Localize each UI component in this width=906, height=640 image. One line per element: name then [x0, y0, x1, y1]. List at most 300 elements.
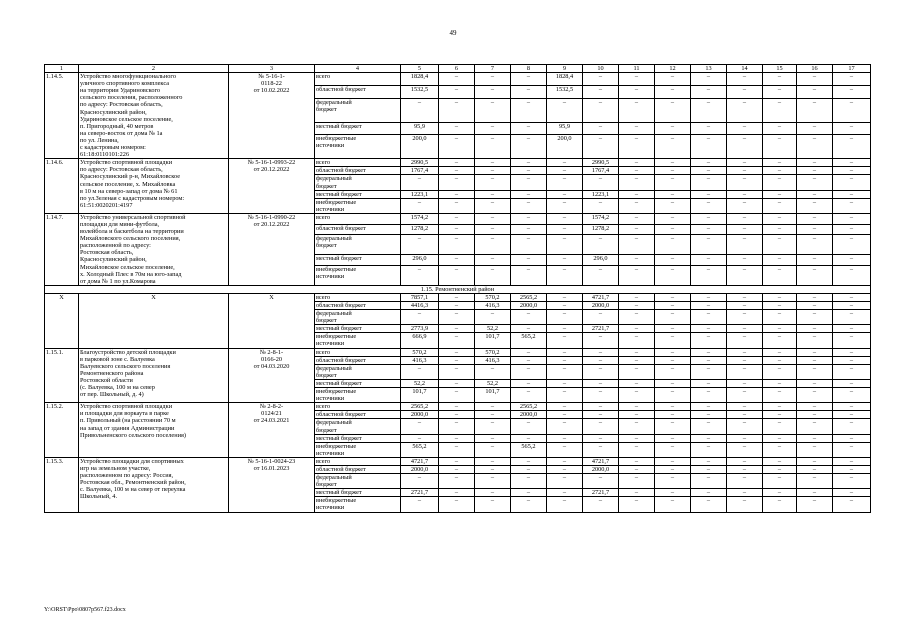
funding-value: 2000,0 [583, 465, 619, 473]
funding-value: – [619, 474, 655, 489]
funding-value: – [797, 411, 833, 419]
funding-value: – [583, 198, 619, 213]
funding-value: – [833, 465, 871, 473]
funding-value: – [797, 198, 833, 213]
item-number: 1.14.5. [45, 73, 79, 159]
funding-value: – [691, 325, 727, 333]
funding-value: – [763, 411, 797, 419]
funding-value: – [833, 356, 871, 364]
funding-source: федеральный бюджет [315, 235, 401, 255]
funding-source: внебюджетные источники [315, 135, 401, 159]
funding-source: областной бюджет [315, 465, 401, 473]
funding-value: – [833, 122, 871, 135]
funding-value: 1574,2 [401, 213, 439, 224]
funding-value: – [547, 442, 583, 457]
funding-value: – [547, 364, 583, 379]
funding-value: – [833, 325, 871, 333]
column-header: 1 [45, 65, 79, 73]
funding-value: – [619, 255, 655, 266]
funding-value: 1278,2 [583, 224, 619, 235]
funding-value: – [619, 122, 655, 135]
funding-value: – [583, 265, 619, 285]
funding-value: – [583, 85, 619, 98]
item-description: Благоустройство детской площадки в парковой зоне с. Валуевка Валуевского сельского поселения Ремонтненского района Ростовской области (с. Валуевка, 100 м на север от пер. Школьный, д. 4) [79, 348, 229, 403]
funding-value: 1223,1 [583, 190, 619, 198]
funding-value: – [727, 98, 763, 122]
funding-value: – [619, 457, 655, 465]
funding-value: – [763, 190, 797, 198]
funding-value: – [475, 167, 511, 175]
funding-source: всего [315, 403, 401, 411]
funding-value: – [619, 98, 655, 122]
funding-value: – [439, 333, 475, 348]
funding-value: 101,7 [475, 388, 511, 403]
funding-value: – [691, 190, 727, 198]
funding-value: – [833, 474, 871, 489]
funding-value: – [763, 356, 797, 364]
funding-value: 565,2 [511, 333, 547, 348]
funding-value: – [691, 224, 727, 235]
funding-value: – [655, 434, 691, 442]
funding-value: – [475, 403, 511, 411]
funding-value: – [763, 265, 797, 285]
funding-value: – [439, 198, 475, 213]
funding-value: – [511, 497, 547, 512]
funding-value: – [691, 348, 727, 356]
funding-value: – [619, 265, 655, 285]
funding-value: 2721,7 [583, 325, 619, 333]
funding-value: – [655, 224, 691, 235]
funding-value: – [547, 325, 583, 333]
funding-value: 416,3 [401, 356, 439, 364]
funding-value: – [619, 364, 655, 379]
funding-value: – [797, 348, 833, 356]
funding-value: – [583, 388, 619, 403]
funding-value: 2000,0 [583, 302, 619, 310]
funding-value: – [511, 213, 547, 224]
funding-value: – [833, 190, 871, 198]
funding-value: – [797, 388, 833, 403]
funding-value: – [619, 73, 655, 86]
funding-value: – [655, 442, 691, 457]
column-header: 12 [655, 65, 691, 73]
funding-value: – [655, 379, 691, 387]
funding-value: 2721,7 [583, 489, 619, 497]
funding-value: – [655, 348, 691, 356]
funding-value: – [439, 265, 475, 285]
funding-value: 2565,2 [511, 403, 547, 411]
funding-source: всего [315, 213, 401, 224]
funding-source: областной бюджет [315, 302, 401, 310]
funding-value: – [833, 388, 871, 403]
funding-value: – [797, 457, 833, 465]
funding-value: – [797, 255, 833, 266]
funding-value: – [547, 255, 583, 266]
funding-value: – [727, 224, 763, 235]
funding-value: – [691, 356, 727, 364]
item-number: Х [45, 293, 79, 348]
footer-file-path: Y:\ORST\Ppo\0807p567.f23.docx [44, 607, 126, 613]
funding-value: – [691, 122, 727, 135]
funding-value: 2000,0 [401, 411, 439, 419]
funding-value: 1532,5 [547, 85, 583, 98]
funding-value: – [547, 310, 583, 325]
funding-value: – [655, 135, 691, 159]
funding-value: – [797, 474, 833, 489]
section-title: 1.15. Ремонтненский район [45, 285, 871, 293]
funding-value: – [655, 198, 691, 213]
funding-value: – [655, 356, 691, 364]
funding-value: – [797, 333, 833, 348]
funding-value: – [475, 235, 511, 255]
funding-value: – [511, 167, 547, 175]
funding-value: – [691, 457, 727, 465]
funding-value: – [511, 224, 547, 235]
funding-value: – [833, 85, 871, 98]
item-number: 1.14.7. [45, 213, 79, 285]
funding-value: – [401, 434, 439, 442]
funding-value: – [763, 159, 797, 167]
funding-value: – [619, 310, 655, 325]
funding-value: – [511, 465, 547, 473]
funding-source: всего [315, 293, 401, 301]
funding-source: федеральный бюджет [315, 419, 401, 434]
funding-value: – [655, 388, 691, 403]
funding-source: областной бюджет [315, 224, 401, 235]
funding-value: – [691, 379, 727, 387]
funding-value: – [475, 434, 511, 442]
funding-value: – [475, 364, 511, 379]
funding-value: – [655, 167, 691, 175]
funding-value: – [401, 497, 439, 512]
funding-value: – [547, 411, 583, 419]
funding-value: – [583, 175, 619, 190]
funding-value: – [439, 122, 475, 135]
column-header: 10 [583, 65, 619, 73]
funding-value: – [797, 135, 833, 159]
funding-source: всего [315, 159, 401, 167]
funding-value: 2000,0 [511, 302, 547, 310]
funding-value: – [619, 175, 655, 190]
funding-value: – [797, 356, 833, 364]
funding-value: 2721,7 [401, 489, 439, 497]
funding-value: – [691, 419, 727, 434]
funding-value: – [655, 98, 691, 122]
funding-value: – [691, 411, 727, 419]
table-row [45, 159, 871, 167]
funding-value: – [797, 122, 833, 135]
funding-value: – [511, 159, 547, 167]
funding-value: – [691, 442, 727, 457]
funding-value: – [655, 333, 691, 348]
funding-value: – [727, 85, 763, 98]
funding-value: – [833, 457, 871, 465]
funding-value: – [439, 364, 475, 379]
funding-value: – [655, 489, 691, 497]
funding-value: 52,2 [401, 379, 439, 387]
funding-value: – [797, 293, 833, 301]
funding-value: 2000,0 [511, 411, 547, 419]
funding-value: – [583, 411, 619, 419]
funding-value: – [727, 235, 763, 255]
funding-value: 296,0 [401, 255, 439, 266]
funding-value: 200,0 [547, 135, 583, 159]
funding-value: – [619, 411, 655, 419]
funding-value: – [475, 98, 511, 122]
funding-value: – [797, 419, 833, 434]
funding-value: – [833, 198, 871, 213]
funding-value: – [547, 213, 583, 224]
funding-value: – [619, 356, 655, 364]
funding-value: – [655, 403, 691, 411]
item-description: Устройство спортивной площадки и площадки для воркаута в парке п. Привольный (на расстоянии 70 м на запад от здания Администрации Привольненского сельского поселения) [79, 403, 229, 458]
funding-value: – [619, 333, 655, 348]
table-row [45, 293, 871, 301]
funding-value: – [763, 310, 797, 325]
table-row [45, 457, 871, 465]
funding-value: – [439, 73, 475, 86]
funding-source: местный бюджет [315, 434, 401, 442]
column-header: 2 [79, 65, 229, 73]
funding-value: – [797, 235, 833, 255]
funding-value: – [763, 325, 797, 333]
funding-value: – [547, 198, 583, 213]
funding-value: – [583, 379, 619, 387]
funding-value: – [583, 235, 619, 255]
funding-value: – [797, 224, 833, 235]
funding-value: – [833, 175, 871, 190]
funding-value: – [619, 85, 655, 98]
funding-value: 4721,7 [583, 457, 619, 465]
funding-source: местный бюджет [315, 489, 401, 497]
funding-value: – [619, 302, 655, 310]
funding-value: 570,2 [401, 348, 439, 356]
funding-value: – [727, 73, 763, 86]
funding-value: – [439, 302, 475, 310]
funding-value: – [655, 265, 691, 285]
funding-value: – [583, 98, 619, 122]
funding-value: – [727, 411, 763, 419]
funding-value: – [727, 198, 763, 213]
item-document: Х [229, 293, 315, 348]
funding-value: – [797, 159, 833, 167]
funding-value: 4721,7 [583, 293, 619, 301]
funding-value: – [439, 434, 475, 442]
item-number: 1.15.1. [45, 348, 79, 403]
funding-value: – [619, 213, 655, 224]
funding-value: – [583, 403, 619, 411]
funding-value: – [727, 434, 763, 442]
funding-value: – [655, 474, 691, 489]
funding-value: – [619, 235, 655, 255]
funding-value: – [511, 489, 547, 497]
funding-value: – [439, 135, 475, 159]
funding-value: – [619, 379, 655, 387]
column-header: 15 [763, 65, 797, 73]
funding-value: 565,2 [401, 442, 439, 457]
funding-value: – [439, 159, 475, 167]
funding-value: – [511, 325, 547, 333]
funding-value: – [475, 442, 511, 457]
item-document: № 5-16-1-0024-23 от 16.01.2023 [229, 457, 315, 512]
funding-value: – [727, 465, 763, 473]
funding-value: – [727, 175, 763, 190]
funding-value: – [797, 442, 833, 457]
funding-value: 1828,4 [401, 73, 439, 86]
header-row [45, 65, 871, 73]
funding-value: – [439, 489, 475, 497]
funding-value: – [691, 364, 727, 379]
funding-value: – [691, 310, 727, 325]
funding-value: – [619, 224, 655, 235]
funding-value: – [797, 379, 833, 387]
funding-value: – [583, 73, 619, 86]
funding-value: – [763, 442, 797, 457]
funding-value: – [475, 190, 511, 198]
funding-value: – [797, 265, 833, 285]
funding-value: – [727, 457, 763, 465]
funding-value: – [763, 379, 797, 387]
funding-value: – [763, 175, 797, 190]
funding-value: – [475, 465, 511, 473]
funding-value: – [511, 364, 547, 379]
funding-value: – [655, 73, 691, 86]
funding-value: – [833, 167, 871, 175]
funding-value: – [547, 224, 583, 235]
funding-value: – [511, 348, 547, 356]
item-description: Устройство универсальной спортивной площадки для мини-футбола, волейбола и баскетбола на территории Михайловского сельского поселения, расположенной по адресу: Ростовская область, Красносулинский район, Михайловское сельское поселение, х. Холодный Плес в 70м на юго-запад от дома № 1 по ул.Комарова [79, 213, 229, 285]
funding-source: всего [315, 73, 401, 86]
funding-value: – [797, 190, 833, 198]
funding-value: – [439, 348, 475, 356]
funding-value: – [763, 457, 797, 465]
funding-value: – [511, 122, 547, 135]
funding-value: – [691, 159, 727, 167]
funding-value: – [763, 388, 797, 403]
funding-value: – [727, 159, 763, 167]
funding-value: – [583, 419, 619, 434]
funding-value: – [727, 388, 763, 403]
funding-value: 565,2 [511, 442, 547, 457]
funding-value: – [833, 255, 871, 266]
funding-value: – [511, 255, 547, 266]
funding-value: – [727, 325, 763, 333]
funding-value: – [583, 310, 619, 325]
funding-value: 1767,4 [583, 167, 619, 175]
funding-value: – [655, 457, 691, 465]
funding-value: – [763, 198, 797, 213]
funding-value: – [727, 167, 763, 175]
funding-value: – [583, 356, 619, 364]
funding-value: – [655, 325, 691, 333]
funding-source: федеральный бюджет [315, 98, 401, 122]
funding-value: – [619, 198, 655, 213]
funding-value: – [401, 310, 439, 325]
funding-value: 4721,7 [401, 457, 439, 465]
page-number: 49 [449, 29, 457, 37]
funding-value: – [475, 265, 511, 285]
funding-value: – [655, 255, 691, 266]
funding-source: внебюджетные источники [315, 497, 401, 512]
item-number: 1.15.2. [45, 403, 79, 458]
funding-value: – [727, 255, 763, 266]
column-header: 13 [691, 65, 727, 73]
funding-source: областной бюджет [315, 411, 401, 419]
funding-value: – [475, 198, 511, 213]
item-document: № 5-16-1-0990-22 от 20.12.2022 [229, 213, 315, 285]
funding-value: – [833, 213, 871, 224]
funding-value: – [619, 497, 655, 512]
funding-value: 416,3 [475, 356, 511, 364]
funding-value: – [475, 489, 511, 497]
funding-value: – [655, 190, 691, 198]
table-row [45, 73, 871, 86]
funding-value: 2565,2 [401, 403, 439, 411]
column-header: 16 [797, 65, 833, 73]
funding-value: – [763, 85, 797, 98]
funding-value: – [439, 465, 475, 473]
column-header: 3 [229, 65, 315, 73]
column-header: 7 [475, 65, 511, 73]
funding-value: – [511, 310, 547, 325]
funding-value: – [655, 364, 691, 379]
funding-value: – [833, 310, 871, 325]
funding-value: – [691, 198, 727, 213]
funding-value: – [619, 434, 655, 442]
funding-value: – [583, 474, 619, 489]
funding-value: – [439, 213, 475, 224]
funding-value: – [655, 302, 691, 310]
funding-value: – [401, 198, 439, 213]
funding-value: – [797, 497, 833, 512]
funding-value: – [619, 489, 655, 497]
funding-value: – [833, 293, 871, 301]
funding-source: областной бюджет [315, 167, 401, 175]
funding-value: – [547, 98, 583, 122]
funding-value: – [833, 333, 871, 348]
column-header: 6 [439, 65, 475, 73]
funding-value: – [619, 403, 655, 411]
funding-value: – [763, 98, 797, 122]
funding-value: – [547, 434, 583, 442]
funding-value: – [475, 411, 511, 419]
funding-value: – [763, 497, 797, 512]
funding-value: – [833, 489, 871, 497]
funding-value: – [439, 379, 475, 387]
column-header: 8 [511, 65, 547, 73]
funding-value: – [727, 403, 763, 411]
funding-value: – [511, 419, 547, 434]
funding-value: – [439, 474, 475, 489]
funding-value: – [727, 489, 763, 497]
funding-value: – [691, 85, 727, 98]
funding-value: – [691, 167, 727, 175]
funding-value: 200,0 [401, 135, 439, 159]
funding-value: – [511, 356, 547, 364]
funding-value: – [439, 175, 475, 190]
table-row [45, 348, 871, 356]
funding-source: федеральный бюджет [315, 175, 401, 190]
funding-source: внебюджетные источники [315, 265, 401, 285]
funding-value: – [547, 474, 583, 489]
item-document: № 2-8-1- 0166-20 от 04.03.2020 [229, 348, 315, 403]
funding-value: – [475, 135, 511, 159]
funding-value: – [439, 293, 475, 301]
funding-value: – [655, 497, 691, 512]
funding-source: областной бюджет [315, 356, 401, 364]
funding-value: – [401, 474, 439, 489]
item-document: № 5-16-1-0993-22 от 20.12.2022 [229, 159, 315, 214]
